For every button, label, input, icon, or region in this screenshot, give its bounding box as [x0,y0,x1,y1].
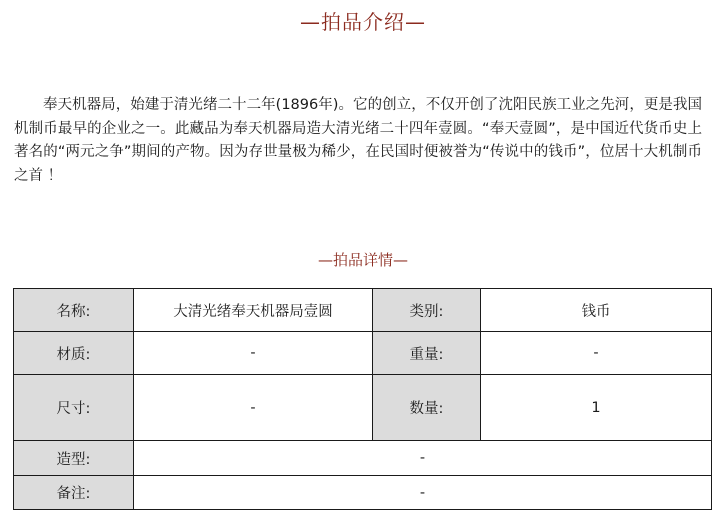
quantity-value: 1 [481,375,712,441]
intro-title: —拍品介绍— [300,10,426,34]
name-label: 名称: [14,289,134,332]
shape-label: 造型: [14,441,134,476]
material-label: 材质: [14,332,134,375]
table-row [14,375,712,441]
name-value: 大清光绪奉天机器局壹圆 [134,289,373,332]
size-value: - [134,375,373,441]
table-row [14,289,712,332]
material-value: - [134,332,373,375]
category-value: 钱币 [481,289,712,332]
weight-label: 重量: [373,332,481,375]
weight-value: - [481,332,712,375]
table-row [14,441,712,476]
details-title: —拍品详情— [317,251,408,269]
quantity-label: 数量: [373,375,481,441]
remark-label: 备注: [14,476,134,510]
intro-paragraph: 奉天机器局，始建于清光绪二十二年(1896年)。它的创立，不仅开创了沈阳民族工业之先河，更是我国机制币最早的企业之一。此藏品为奉天机器局造大清光绪二十四年壹圆。“奉天壹圆”，是中国近代货币史上著名的“两元之争”期间的产物。因为存世量极为稀少，在民国时便被誉为“传说中的钱币”，位居十大机制币之首 ！ [14,97,702,184]
remark-value: - [134,476,712,510]
category-label: 类别: [373,289,481,332]
shape-value: - [134,441,712,476]
size-label: 尺寸: [14,375,134,441]
table-row [14,332,712,375]
table-row [14,476,712,510]
details-table [13,288,712,510]
